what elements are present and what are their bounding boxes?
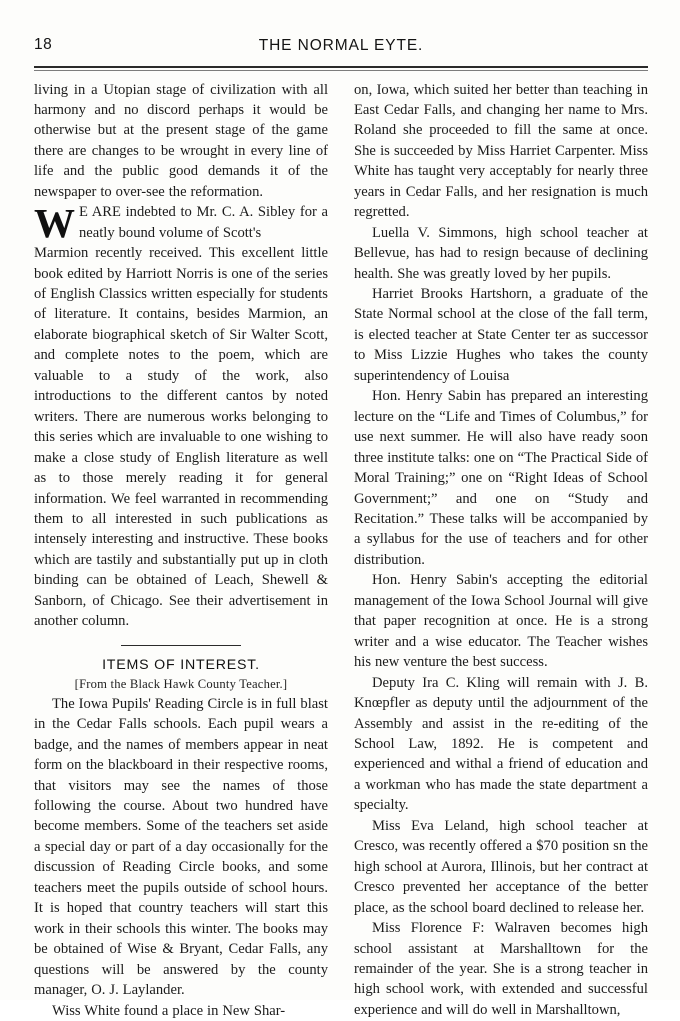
section-source-credit: [From the Black Hawk County Teacher.] <box>74 676 288 691</box>
right-column <box>354 80 648 1021</box>
section-divider-rule <box>121 645 241 646</box>
paragraph-luella-simmons: Luella V. Simmons, high school teacher at Bellevue, has had to resign because of declining health. She was greatly loved by her pupils. <box>354 224 648 282</box>
paragraph-ira-kling: Deputy Ira C. Kling will remain with J. B. Knœpfler as deputy until the adjournment of the Assembly and assist in the re-editing of the School Law, 1892. He is competent and experienced and withal a friend of education and a workman who has made the state department a specialty. <box>354 674 648 814</box>
paragraph-reading-circle: The Iowa Pupils' Reading Circle is in full blast in the Cedar Falls schools. Each pupil wears a badge, and the names of members appear in neat form on the blackboard in their respective rooms, that visitors may see the names of those following the course. About two hundred have become members. Some of the teachers set aside a special day or part of a day occasionally for the discussion of Reading Circle books, and some teachers meet the pupils outside of school hours. It is hoped that country teachers will start this work in their schools this winter. The books may be obtained of Wise & Bryant, Cedar Falls, any questions will be answered by the county manager, O. J. Laylander. <box>34 695 328 999</box>
paragraph-white-roland-continuation: on, Iowa, which suited her better than teaching in East Cedar Falls, and changing her name to Mrs. Roland she proceeded to fill the same at once. She is succeeded by Miss Harriet Carpenter. Miss White has taught very acceptably for nearly three years in Cedar Falls, and her resignation is much regretted. <box>354 81 648 221</box>
left-column <box>34 80 328 1021</box>
two-column-body <box>34 80 648 1021</box>
page-content-area <box>34 36 648 1019</box>
paragraph-henry-sabin-editorial: Hon. Henry Sabin's accepting the editorial management of the Iowa School Journal will give that paper recognition at once. He is a strong writer and a wise educator. The Teacher wishes his new venture the best success. <box>354 572 648 671</box>
paragraph-sibley-acknowledgement <box>34 202 328 632</box>
publication-title: THE NORMAL EYTE. <box>258 37 424 54</box>
paragraph-wiss-white: Wiss White found a place in New Shar- <box>52 1002 286 1019</box>
paragraph-harriet-hartshorn: Harriet Brooks Hartshorn, a graduate of the State Normal school at the close of the fall term, is elected teacher at State Center ter as successor to Miss Lizzie Hughes who takes the county superintendency of Louisa <box>354 286 648 384</box>
masthead-divider-rule <box>34 66 648 71</box>
paragraph-eva-leland: Miss Eva Leland, high school teacher at Cresco, was recently offered a $70 position sn the high school at Aurora, Illinois, but her contract at Cresco prevented her acceptance of the better place, as the school board declined to release her. <box>354 817 648 916</box>
page-number: 18 <box>34 36 53 53</box>
running-head <box>34 36 648 62</box>
drop-cap-letter: W <box>34 200 75 247</box>
paragraph-utopian-continuation: living in a Utopian stage of civilization with all harmony and no discord perhaps it would be otherwise but at the present stage of the game there are changes to be wrought in every line of life and the public good demands it of the newspaper to over-see the reformation. <box>34 81 328 200</box>
dropcap-lead-line: E ARE indebted to Mr. C. A. Sibley for a neatly bound volume of Scott's <box>79 204 328 241</box>
paragraph-henry-sabin-lecture: Hon. Henry Sabin has prepared an interesting lecture on the “Life and Times of Columbus,” for use next summer. He will also have ready soon three institute talks: one on “The Practical Side of Moral Training;” one on “Right Ideas of School Government;” and one on “Study and Recitation.” These talks will be accompanied by a syllabus for the use of teachers and for other distribution. <box>354 388 648 568</box>
section-heading: ITEMS OF INTEREST. <box>102 656 260 673</box>
paragraph-florence-walraven: Miss Florence F: Walraven becomes high school assistant at Marshalltown for the remainder of the year. She is a strong teacher in high school work, with extended and successful experience and will do well in Marshalltown, <box>354 920 648 1018</box>
dropcap-body-text: Marmion recently received. This excellent little book edited by Harriott Norris is one of the series of English Classics written especially for students of literature. It contains, besides Marmion, an elaborate biographical sketch of Sir Walter Scott, and complete notes to the poem, which are valuable to a study of the work, also introductions to the different cantos by noted writers. There are numerous works belonging to this series which are invaluable to one wishing to make a close study of English literature as well as to those merely reading it for general information. We feel warranted in recommending them to all interested in such publications as intensely interesting and instructive. These books which are tastily and substantially put up in cloth binding can be obtained of Leach, Shewell & Sanborn, of Chicago. See their advertisement in another column. <box>34 245 328 630</box>
